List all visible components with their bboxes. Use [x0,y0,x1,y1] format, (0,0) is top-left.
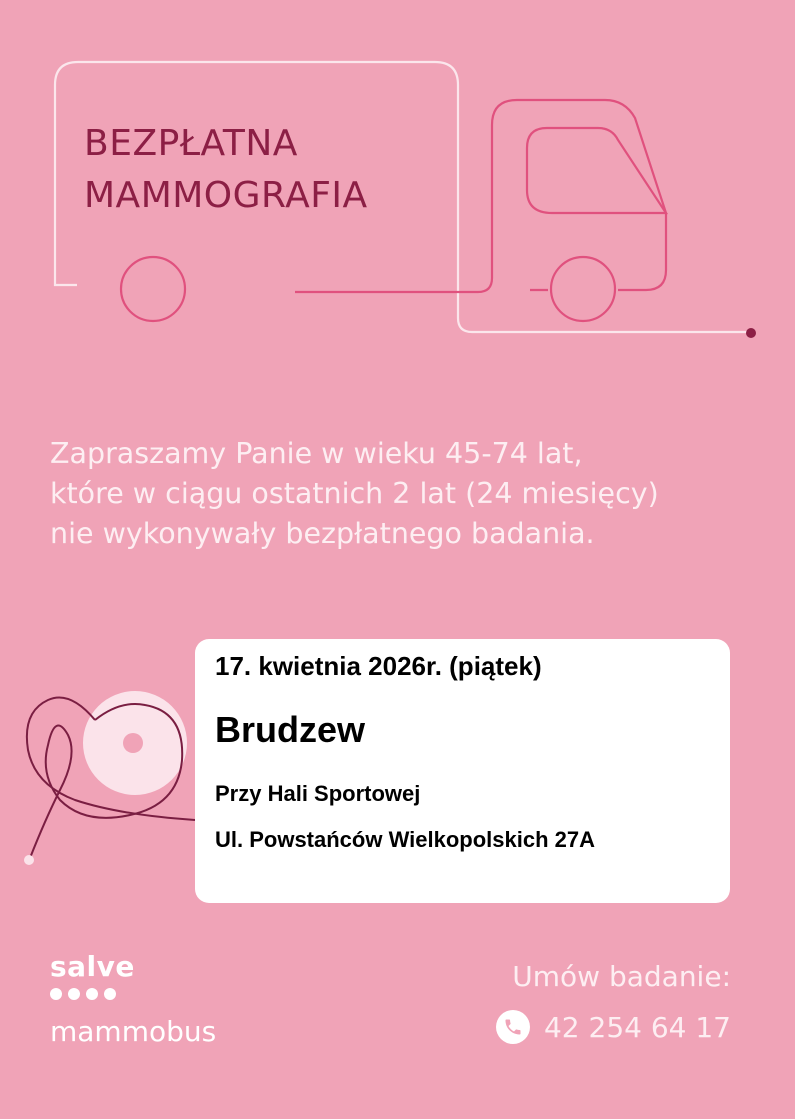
logo-mammobus: mammobus [50,1015,217,1048]
intro-line-3: nie wykonywały bezpłatnego badania. [50,517,595,550]
salve-mammobus-logo [50,950,216,1050]
phone-icon [496,1010,530,1044]
heart-circle-dot [123,733,143,753]
logo-salve: salve [50,950,135,983]
booking-info [496,958,731,1044]
line-end-dot [746,328,756,338]
rear-wheel [121,257,185,321]
title-line-2: MAMMOGRAFIA [84,175,368,216]
intro-line-1: Zapraszamy Panie w wieku 45-74 lat, [50,437,583,470]
front-wheel [551,257,615,321]
booking-label: Umów badanie: [512,960,731,993]
phone-number[interactable]: 42 254 64 17 [543,1010,731,1044]
intro-text [50,434,770,554]
event-place: Przy Hali Sportowej [215,781,421,806]
title-line-1: BEZPŁATNA [84,123,298,164]
cab-window [527,128,666,213]
event-date: 17. kwietnia 2026r. (piątek) [215,651,542,681]
event-town: Brudzew [215,709,366,750]
heart-line-dot [24,855,34,865]
event-card [195,639,730,903]
phone-row[interactable] [496,1010,731,1044]
intro-line-2: które w ciągu ostatnich 2 lat (24 miesięcy) [50,477,659,510]
logo-dots [50,988,216,1002]
event-address: Ul. Powstańców Wielkopolskich 27A [215,827,596,852]
poster-title [84,118,444,222]
